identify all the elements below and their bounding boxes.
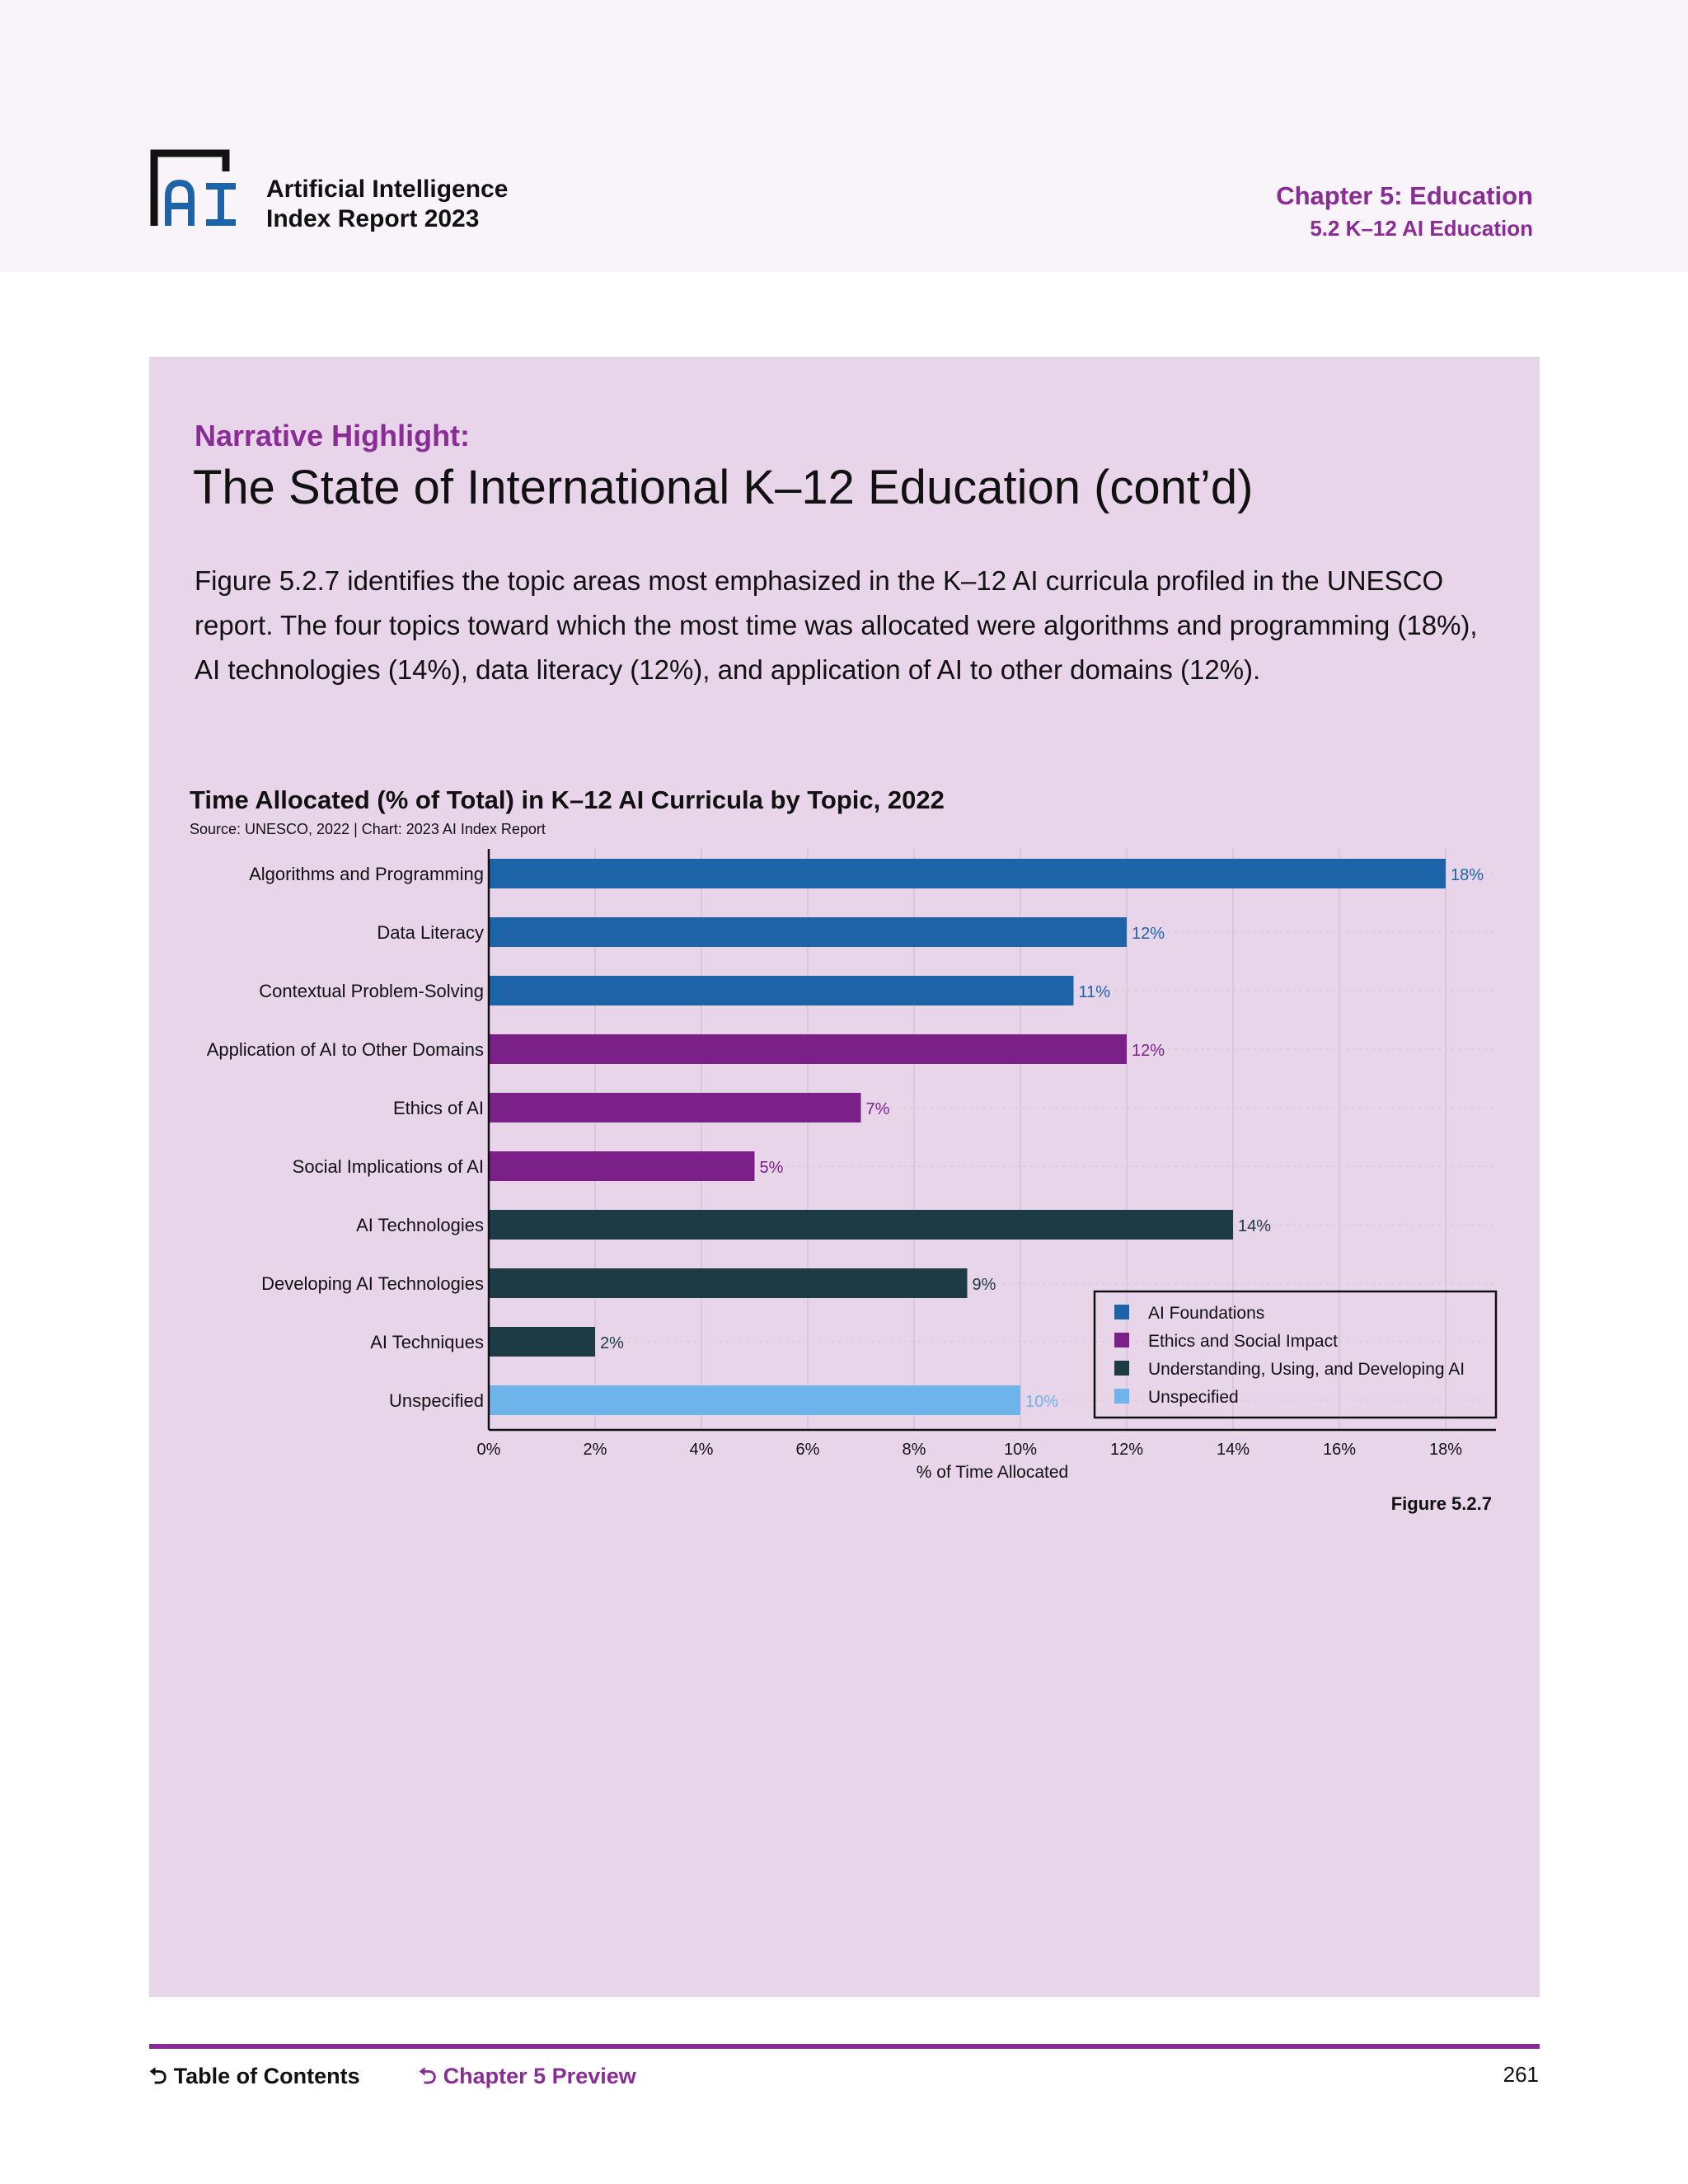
tick-label: 0% — [476, 1441, 501, 1459]
bar — [489, 1385, 1020, 1415]
toc-label: Table of Contents — [173, 2064, 360, 2088]
chart-title: Time Allocated (% of Total) in K–12 AI Curricula by Topic, 2022 — [190, 785, 945, 814]
section-title: 5.2 K–12 AI Education — [1310, 216, 1533, 241]
value-label: 10% — [1025, 1393, 1059, 1411]
value-label: 5% — [759, 1159, 784, 1177]
category-label: AI Technologies — [356, 1215, 484, 1235]
category-label: Data Literacy — [377, 922, 484, 943]
tick-label: 8% — [902, 1441, 926, 1459]
body-paragraph: Figure 5.2.7 identifies the topic areas most emphasized in the K–12 AI curricula profiled in the UNESCO report. The four topics toward which the most time was allocated were algorithms and programming (18%), AI technologies (14%), data literacy (12%), and application of AI to other domains (12%). — [195, 565, 1478, 685]
bar — [489, 859, 1446, 888]
bar — [489, 1093, 861, 1122]
category-label: Social Implications of AI — [292, 1156, 484, 1177]
value-label: 11% — [1078, 983, 1111, 1001]
bar — [489, 1151, 755, 1181]
value-label: 12% — [1132, 1042, 1165, 1060]
chapter-preview-link[interactable] — [419, 2060, 636, 2098]
category-label: Contextual Problem-Solving — [259, 981, 484, 1001]
bar — [489, 917, 1127, 947]
legend-label: Ethics and Social Impact — [1148, 1332, 1338, 1351]
bar — [489, 1034, 1127, 1064]
tick-label: 6% — [795, 1441, 820, 1459]
tick-label: 14% — [1216, 1441, 1250, 1459]
bar — [489, 1268, 968, 1298]
chapter-title: Chapter 5: Education — [1276, 181, 1533, 210]
value-label: 7% — [865, 1100, 890, 1118]
value-label: 12% — [1132, 925, 1165, 943]
tick-label: 18% — [1428, 1441, 1463, 1459]
legend-swatch — [1114, 1389, 1129, 1404]
category-label: Developing AI Technologies — [261, 1273, 484, 1294]
legend-label: Understanding, Using, and Developing AI — [1148, 1360, 1465, 1379]
figure-label: Figure 5.2.7 — [1390, 1493, 1492, 1514]
bar — [489, 1210, 1233, 1240]
legend-label: AI Foundations — [1148, 1304, 1265, 1323]
value-label: 2% — [600, 1334, 624, 1352]
tick-label: 2% — [583, 1441, 607, 1459]
tick-label: 4% — [689, 1441, 714, 1459]
legend-swatch — [1114, 1361, 1129, 1376]
report-title-line2: Index Report 2023 — [266, 205, 480, 232]
report-title-line1: Artificial Intelligence — [266, 176, 509, 203]
category-label: Ethics of AI — [392, 1098, 484, 1118]
category-label: Application of AI to Other Domains — [206, 1039, 484, 1060]
table-of-contents-link[interactable] — [149, 2060, 360, 2098]
tick-label: 16% — [1322, 1441, 1357, 1459]
chart-source: Source: UNESCO, 2022 | Chart: 2023 AI Index Report — [190, 821, 546, 837]
legend-swatch — [1114, 1305, 1129, 1319]
category-label: Algorithms and Programming — [249, 864, 484, 884]
bar — [489, 976, 1074, 1005]
category-label: AI Techniques — [370, 1332, 484, 1352]
x-axis-label: % of Time Allocated — [916, 1463, 1069, 1482]
chapter-preview-label: Chapter 5 Preview — [443, 2064, 636, 2088]
narrative-kicker: Narrative Highlight: — [195, 419, 471, 452]
tick-label: 10% — [1003, 1441, 1038, 1459]
value-label: 9% — [972, 1276, 996, 1294]
bar — [489, 1327, 595, 1357]
value-label: 14% — [1238, 1217, 1272, 1235]
legend-label: Unspecified — [1148, 1388, 1239, 1407]
legend-swatch — [1114, 1333, 1129, 1347]
tick-label: 12% — [1109, 1441, 1144, 1459]
footer-rule — [149, 2044, 1540, 2049]
return-arrow-icon: ⮌ — [419, 2064, 437, 2088]
page-number: 261 — [1503, 2062, 1539, 2087]
page-title: The State of International K–12 Education (cont’d) — [193, 461, 1254, 514]
value-label: 18% — [1451, 866, 1484, 884]
category-label: Unspecified — [389, 1390, 484, 1411]
return-arrow-icon: ⮌ — [149, 2064, 167, 2088]
